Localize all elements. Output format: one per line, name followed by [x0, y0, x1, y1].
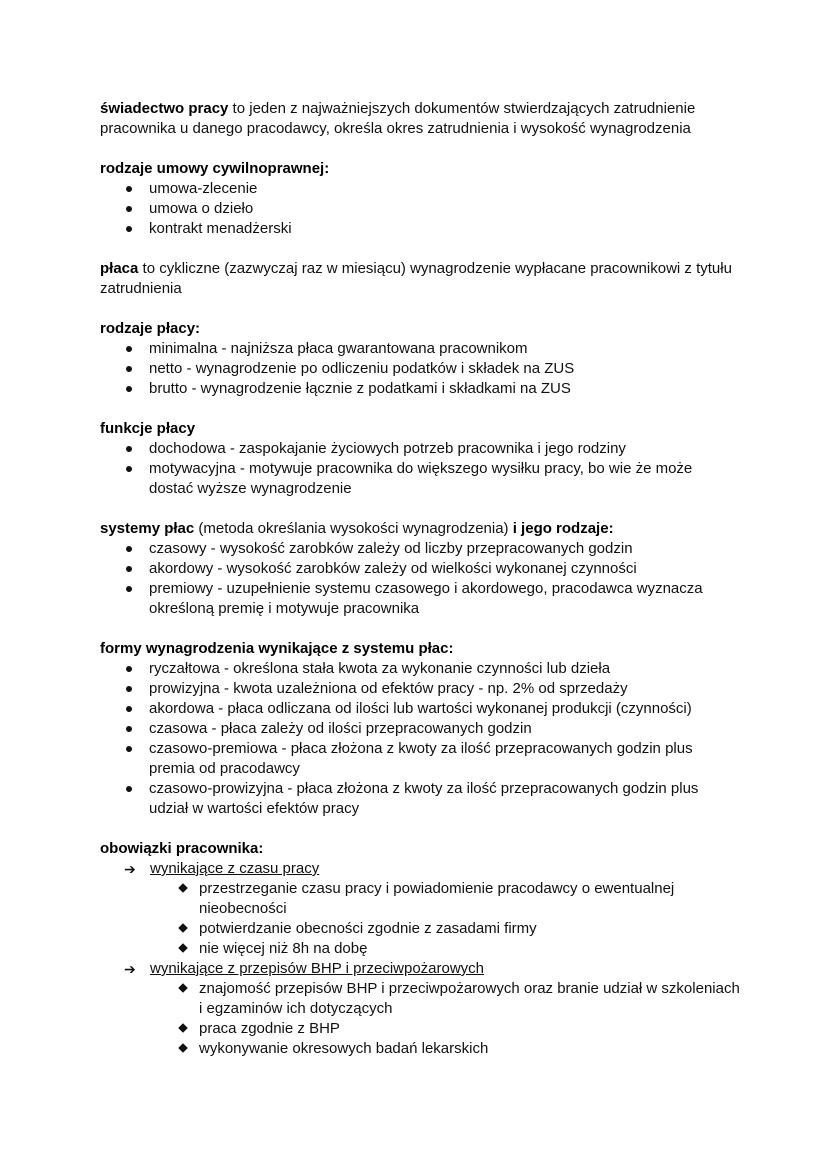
list-item-text: kontrakt menadżerski [149, 220, 292, 237]
list-item [100, 699, 740, 719]
list-item-text: akordowy - wysokość zarobków zależy od wielkości wykonanej czynności [149, 560, 637, 577]
bullet-list [100, 179, 740, 239]
list-item [100, 179, 740, 199]
bullet-icon [126, 366, 132, 372]
list-item [100, 919, 740, 939]
bullet-icon [126, 386, 132, 392]
list-item [100, 359, 740, 379]
bullet-icon [126, 746, 132, 752]
arrow-list-item [100, 859, 740, 879]
list-item [100, 879, 740, 919]
heading-note: (metoda określania wysokości wynagrodzenia) [194, 520, 513, 537]
subheading-czas-pracy: wynikające z czasu pracy [150, 860, 320, 877]
list-item-text: dochodowa - zaspokajanie życiowych potrzeb pracownika i jego rodziny [149, 440, 626, 457]
list-item-text: minimalna - najniższa płaca gwarantowana pracownikom [149, 340, 528, 357]
list-item [100, 1039, 740, 1059]
section-heading [100, 159, 740, 179]
bullet-icon [126, 666, 132, 672]
list-item-text: przestrzeganie czasu pracy i powiadomienie pracodawcy o ewentualnej nieobecności [199, 880, 675, 917]
heading-term: systemy płac [100, 520, 195, 537]
bullet-list [100, 659, 740, 819]
section-heading [100, 419, 740, 439]
list-item [100, 679, 740, 699]
section-systemy-plac [100, 519, 740, 619]
list-item [100, 339, 740, 359]
list-item [100, 979, 740, 1019]
section-obowiazki-pracownika [100, 839, 740, 1059]
bullet-icon [126, 566, 132, 572]
term-swiadectwo-pracy: świadectwo pracy [100, 100, 229, 117]
arrow-list-item [100, 959, 740, 979]
bullet-icon [126, 446, 132, 452]
nested-list-container [100, 879, 740, 959]
diamond-bullet-icon [178, 883, 188, 893]
list-item-text: czasowa - płaca zależy od ilości przepracowanych godzin [149, 720, 532, 737]
bullet-icon [126, 706, 132, 712]
diamond-bullet-icon [178, 943, 188, 953]
list-item [100, 539, 740, 559]
nested-list-container [100, 979, 740, 1059]
diamond-list [100, 879, 740, 959]
list-item-text: czasowy - wysokość zarobków zależy od liczby przepracowanych godzin [149, 540, 633, 557]
list-item [100, 579, 740, 619]
list-item [100, 439, 740, 459]
bullet-icon [126, 346, 132, 352]
arrow-right-icon: ➔ [124, 861, 136, 877]
list-item-text: umowa o dzieło [149, 200, 254, 217]
list-item-text: netto - wynagrodzenie po odliczeniu podatków i składek na ZUS [149, 360, 575, 377]
list-item [100, 459, 740, 499]
heading-text: obowiązki pracownika: [100, 840, 264, 857]
section-heading [100, 839, 740, 859]
list-item-text: nie więcej niż 8h na dobę [199, 940, 368, 957]
list-item-text: czasowo-premiowa - płaca złożona z kwoty za ilość przepracowanych godzin plus premia od pracodawcy [149, 740, 693, 777]
bullet-icon [126, 686, 132, 692]
list-item [100, 219, 740, 239]
section-swiadectwo-pracy [100, 99, 740, 139]
heading-text: funkcje płacy [100, 420, 196, 437]
list-item-text: potwierdzanie obecności zgodnie z zasadami firmy [199, 920, 537, 937]
heading-text: rodzaje umowy cywilnoprawnej: [100, 160, 330, 177]
heading-text: rodzaje płacy: [100, 320, 201, 337]
document-page [100, 99, 740, 1079]
list-item-text: motywacyjna - motywuje pracownika do większego wysiłku pracy, bo wie że może dostać wyższe wynagrodzenie [149, 460, 693, 497]
list-item [100, 719, 740, 739]
list-item-text: wykonywanie okresowych badań lekarskich [199, 1040, 489, 1057]
section-rodzaje-umowy [100, 159, 740, 239]
section-heading [100, 639, 740, 659]
paragraph-placa [100, 259, 740, 299]
list-item [100, 779, 740, 819]
list-item [100, 659, 740, 679]
section-rodzaje-placy [100, 319, 740, 399]
list-item [100, 379, 740, 399]
section-funkcje-placy [100, 419, 740, 499]
bullet-icon [126, 726, 132, 732]
section-placa [100, 259, 740, 299]
list-item-text: ryczałtowa - określona stała kwota za wykonanie czynności lub dzieła [149, 660, 611, 677]
list-item-text: praca zgodnie z BHP [199, 1020, 340, 1037]
heading-text: formy wynagrodzenia wynikające z systemu płac: [100, 640, 454, 657]
diamond-bullet-icon [178, 1043, 188, 1053]
bullet-icon [126, 466, 132, 472]
bullet-list [100, 539, 740, 619]
list-item-text: premiowy - uzupełnienie systemu czasowego i akordowego, pracodawca wyznacza określoną premię i motywuje pracownika [149, 580, 703, 617]
bullet-icon [126, 786, 132, 792]
diamond-list [100, 979, 740, 1059]
bullet-icon [126, 546, 132, 552]
list-item [100, 559, 740, 579]
list-item-text: prowizyjna - kwota uzależniona od efektów pracy - np. 2% od sprzedaży [149, 680, 628, 697]
definition-swiadectwo-pracy: to jeden z najważniejszych dokumentów stwierdzających zatrudnienie pracownika u danego pracodawcy, określa okres zatrudnienia i wysokość wynagrodzenia [100, 100, 696, 137]
arrow-list [100, 859, 740, 1059]
bullet-icon [126, 586, 132, 592]
bullet-icon [126, 226, 132, 232]
definition-placa: to cykliczne (zazwyczaj raz w miesiącu) wynagrodzenie wypłacane pracownikowi z tytułu zatrudnienia [100, 260, 732, 297]
list-item [100, 739, 740, 779]
list-item-text: umowa-zlecenie [149, 180, 258, 197]
section-formy-wynagrodzenia [100, 639, 740, 819]
bullet-icon [126, 186, 132, 192]
section-heading [100, 319, 740, 339]
list-item-text: czasowo-prowizyjna - płaca złożona z kwoty za ilość przepracowanych godzin plus udział w wartości efektów pracy [149, 780, 699, 817]
subheading-bhp: wynikające z przepisów BHP i przeciwpożarowych [150, 960, 485, 977]
diamond-bullet-icon [178, 923, 188, 933]
term-placa: płaca [100, 260, 139, 277]
bullet-list [100, 439, 740, 499]
list-item-text: akordowa - płaca odliczana od ilości lub wartości wykonanej produkcji (czynności) [149, 700, 692, 717]
bullet-list [100, 339, 740, 399]
heading-suffix: i jego rodzaje: [512, 520, 614, 537]
list-item [100, 939, 740, 959]
diamond-bullet-icon [178, 1023, 188, 1033]
section-heading [100, 519, 740, 539]
diamond-bullet-icon [178, 983, 188, 993]
bullet-icon [126, 206, 132, 212]
paragraph-swiadectwo [100, 99, 740, 139]
list-item [100, 199, 740, 219]
list-item-text: brutto - wynagrodzenie łącznie z podatkami i składkami na ZUS [149, 380, 571, 397]
arrow-right-icon: ➔ [124, 961, 136, 977]
list-item [100, 1019, 740, 1039]
list-item-text: znajomość przepisów BHP i przeciwpożarowych oraz branie udział w szkoleniach i egzaminów ich dotyczących [199, 980, 740, 1017]
